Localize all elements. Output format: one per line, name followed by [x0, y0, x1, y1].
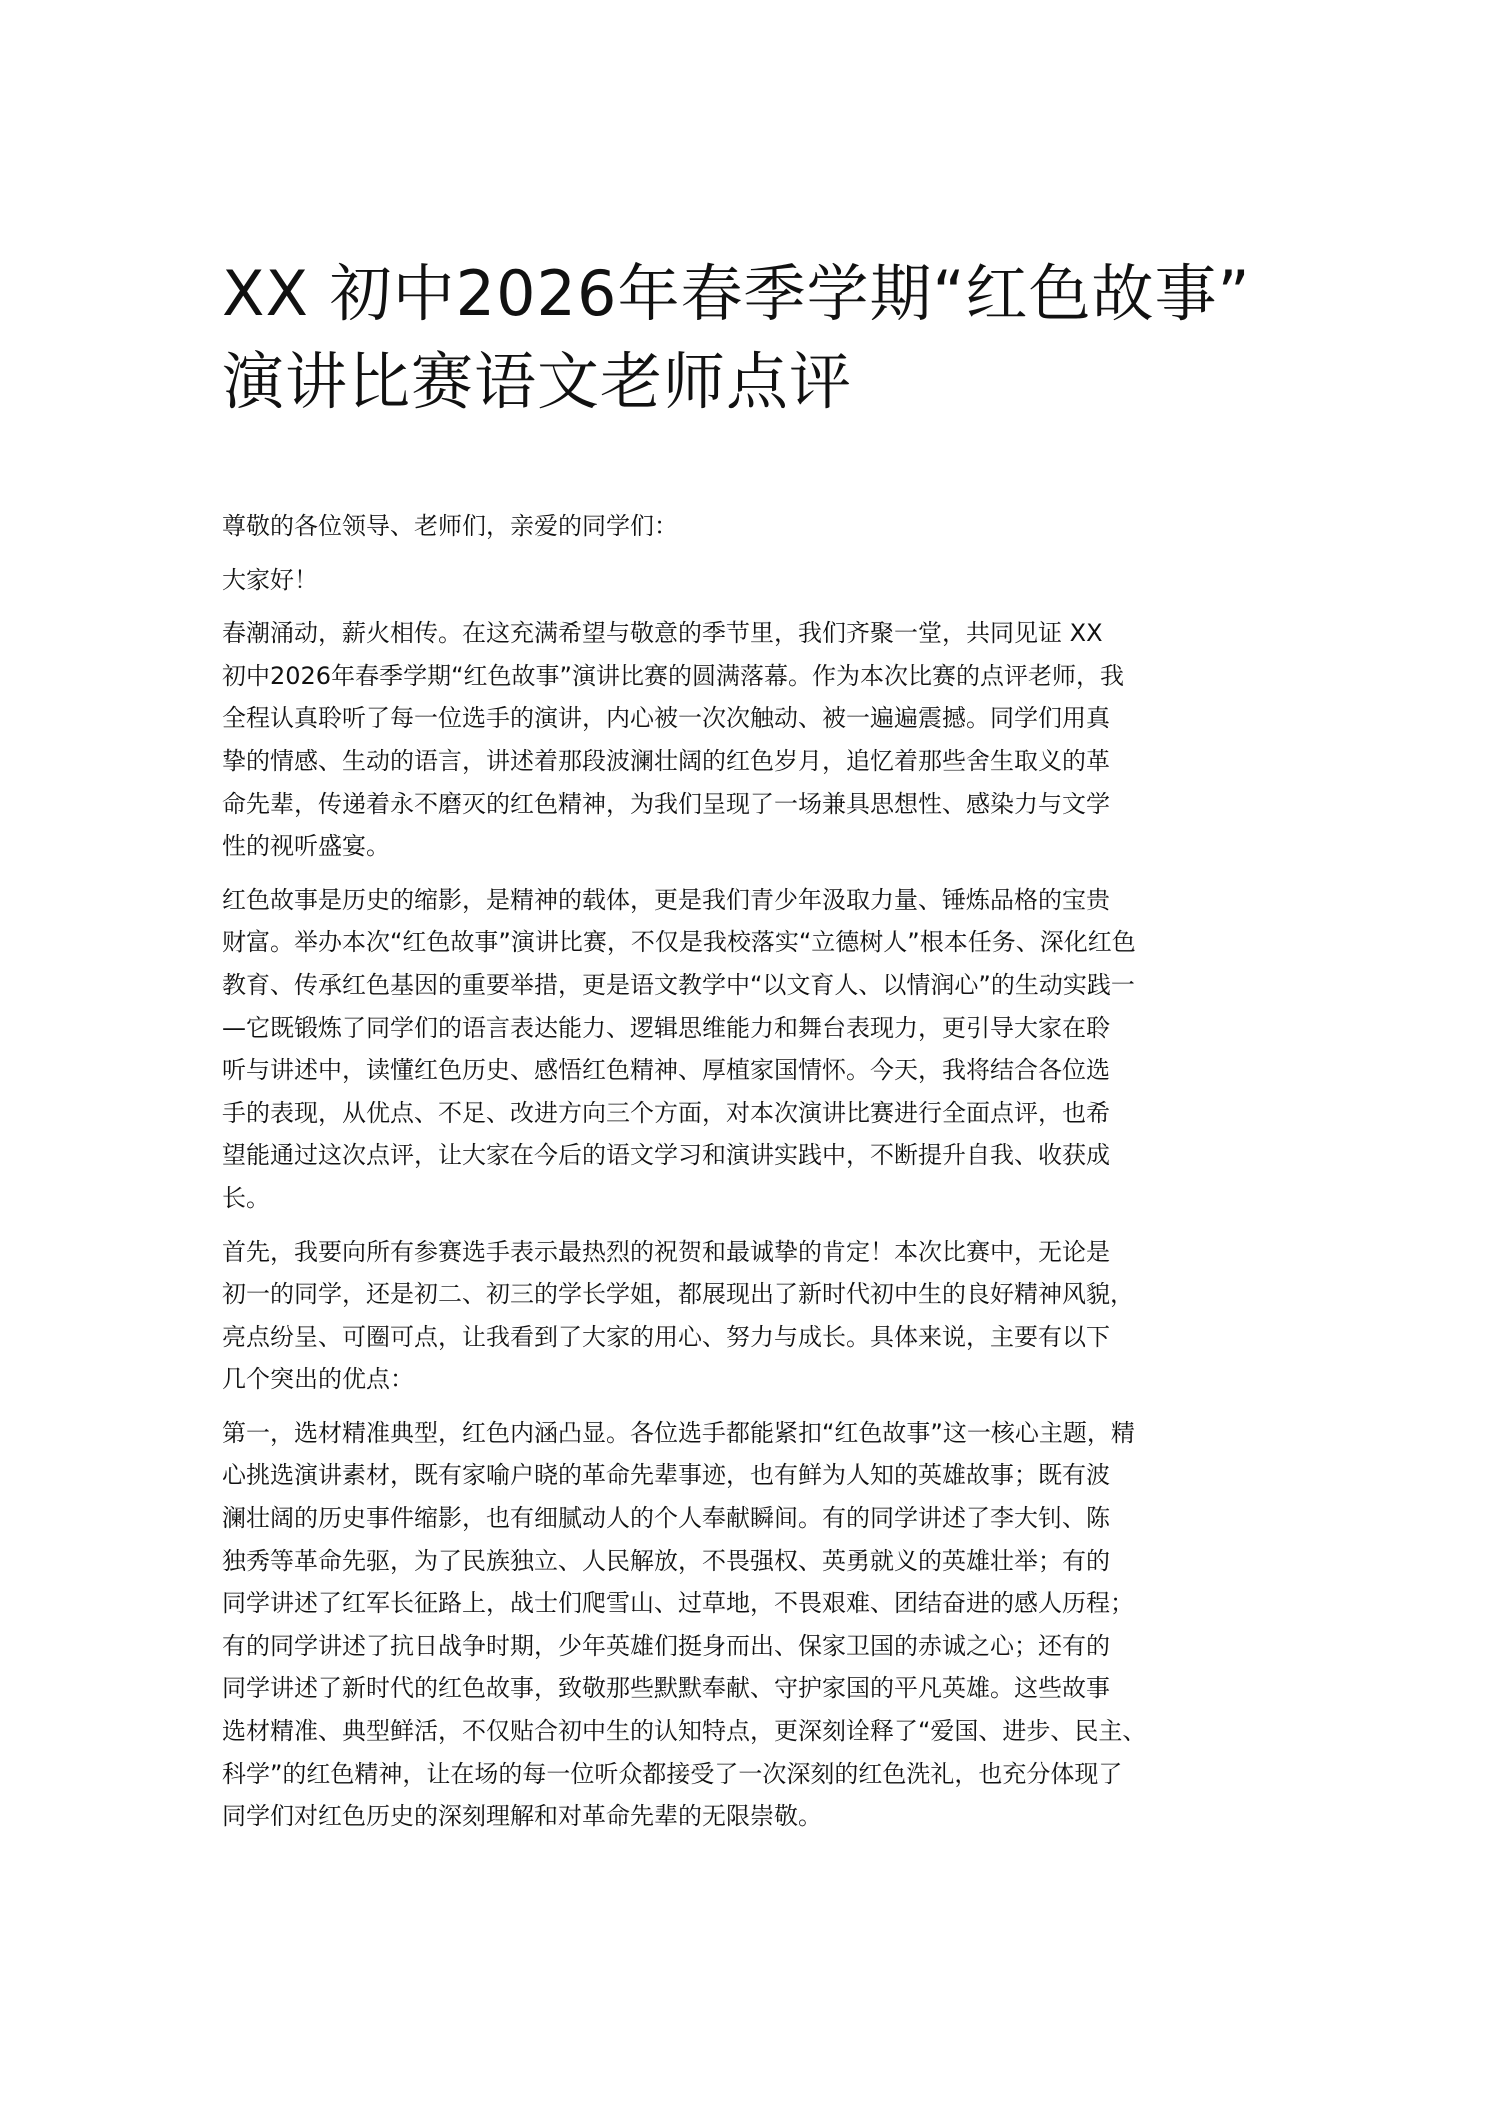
- paragraph-line: 有的同学讲述了抗日战争时期，少年英雄们挺身而出、保家卫国的赤诚之心；还有的: [222, 1631, 1110, 1660]
- body-paragraph: [222, 612, 1270, 868]
- body-paragraph: [222, 505, 1270, 548]
- paragraph-line: 初一的同学，还是初二、初三的学长学姐，都展现出了新时代初中生的良好精神风貌，: [222, 1280, 1134, 1309]
- paragraph-line: 大家好！: [222, 565, 318, 594]
- document-title: [222, 250, 1342, 426]
- paragraph-line: 亮点纷呈、可圈可点，让我看到了大家的用心、努力与成长。具体来说，主要有以下: [222, 1322, 1110, 1351]
- paragraph-line: 挚的情感、生动的语言，讲述着那段波澜壮阔的红色岁月，追忆着那些舍生取义的革: [222, 746, 1110, 775]
- paragraph-line: 心挑选演讲素材，既有家喻户晓的革命先辈事迹，也有鲜为人知的英雄故事；既有波: [222, 1461, 1110, 1490]
- paragraph-line: —它既锻炼了同学们的语言表达能力、逻辑思维能力和舞台表现力，更引导大家在聆: [222, 1013, 1110, 1042]
- paragraph-line: 命先辈，传递着永不磨灭的红色精神，为我们呈现了一场兼具思想性、感染力与文学: [222, 789, 1110, 818]
- paragraph-line: 望能通过这次点评，让大家在今后的语文学习和演讲实践中，不断提升自我、收获成: [222, 1141, 1110, 1170]
- paragraph-line: 春潮涌动，薪火相传。在这充满希望与敬意的季节里，我们齐聚一堂，共同见证 XX: [222, 619, 1103, 648]
- paragraph-line: 独秀等革命先驱，为了民族独立、人民解放，不畏强权、英勇就义的英雄壮举；有的: [222, 1546, 1110, 1575]
- paragraph-line: 手的表现，从优点、不足、改进方向三个方面，对本次演讲比赛进行全面点评，也希: [222, 1098, 1110, 1127]
- paragraph-line: 初中2026年春季学期“红色故事”演讲比赛的圆满落幕。作为本次比赛的点评老师，我: [222, 661, 1124, 690]
- paragraph-line: 长。: [222, 1183, 270, 1212]
- paragraph-line: 同学讲述了新时代的红色故事，致敬那些默默奉献、守护家国的平凡英雄。这些故事: [222, 1674, 1110, 1703]
- paragraph-line: 首先，我要向所有参赛选手表示最热烈的祝贺和最诚挚的肯定！本次比赛中，无论是: [222, 1237, 1110, 1266]
- paragraph-line: 性的视听盛宴。: [222, 832, 390, 861]
- paragraph-line: 教育、传承红色基因的重要举措，更是语文教学中“以文育人、以情润心”的生动实践一: [222, 970, 1135, 999]
- paragraph-line: 全程认真聆听了每一位选手的演讲，内心被一次次触动、被一遍遍震撼。同学们用真: [222, 704, 1110, 733]
- paragraph-line: 听与讲述中，读懂红色历史、感悟红色精神、厚植家国情怀。今天，我将结合各位选: [222, 1056, 1110, 1085]
- paragraph-line: 尊敬的各位领导、老师们，亲爱的同学们：: [222, 512, 678, 540]
- paragraph-line: 科学”的红色精神，让在场的每一位听众都接受了一次深刻的红色洗礼，也充分体现了: [222, 1759, 1123, 1788]
- document-body: [222, 505, 1270, 1849]
- title-line: XX 初中2026年春季学期“红色故事”: [222, 257, 1251, 330]
- paragraph-line: 同学讲述了红军长征路上，战士们爬雪山、过草地，不畏艰难、团结奋进的感人历程；: [222, 1589, 1134, 1618]
- paragraph-line: 第一，选材精准典型，红色内涵凸显。各位选手都能紧扣“红色故事”这一核心主题，精: [222, 1418, 1135, 1447]
- paragraph-line: 红色故事是历史的缩影，是精神的载体，更是我们青少年汲取力量、锤炼品格的宝贵: [222, 885, 1110, 914]
- body-paragraph: [222, 879, 1270, 1220]
- body-paragraph: [222, 1412, 1270, 1838]
- body-paragraph: [222, 1231, 1270, 1401]
- paragraph-line: 财富。举办本次“红色故事”演讲比赛，不仅是我校落实“立德树人”根本任务、深化红色: [222, 928, 1136, 957]
- title-line: 演讲比赛语文老师点评: [222, 345, 853, 418]
- paragraph-line: 几个突出的优点：: [222, 1365, 414, 1394]
- paragraph-line: 澜壮阔的历史事件缩影，也有细腻动人的个人奉献瞬间。有的同学讲述了李大钊、陈: [222, 1504, 1110, 1533]
- paragraph-line: 选材精准、典型鲜活，不仅贴合初中生的认知特点，更深刻诠释了“爱国、进步、民主、: [222, 1717, 1147, 1746]
- paragraph-line: 同学们对红色历史的深刻理解和对革命先辈的无限崇敬。: [222, 1802, 822, 1831]
- body-paragraph: [222, 559, 1270, 602]
